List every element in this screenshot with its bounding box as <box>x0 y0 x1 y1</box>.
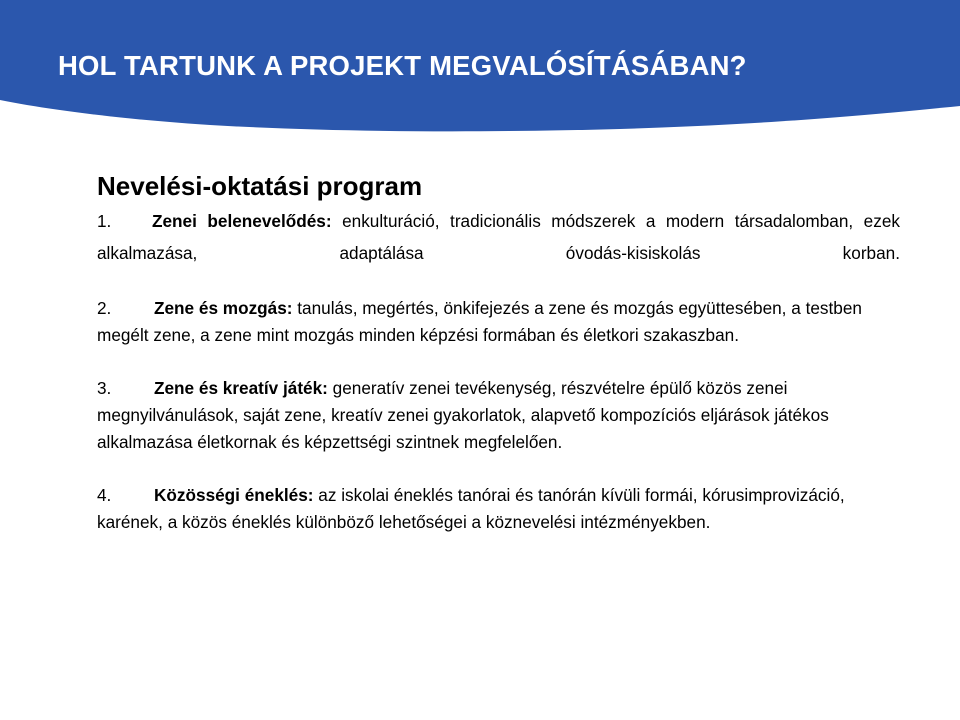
spacer <box>97 456 900 482</box>
slide-title: HOL TARTUNK A PROJEKT MEGVALÓSÍTÁSÁBAN? <box>58 50 747 81</box>
list-item <box>97 482 900 536</box>
list-item-number: 1. <box>97 211 112 231</box>
spacer <box>97 349 900 375</box>
list-item <box>97 295 900 349</box>
slide-content <box>97 168 900 536</box>
list-item <box>97 375 900 456</box>
list-item <box>97 205 900 269</box>
spacer <box>97 269 900 295</box>
list-item-text: generatív zenei tevékenység, részvételre épülő közös zenei megnyilvánulások, saját zene, kreatív zenei gyakorlatok, alapvető kompozíciós eljárások játékos alkalmazása életkornak és képzettségi szintnek megfelelően. <box>97 378 829 452</box>
list-item-number: 2. <box>97 298 112 318</box>
list-item-term: Zene és mozgás: <box>154 298 293 318</box>
list-item-text: enkulturáció, tradicionális módszerek a modern társadalomban, ezek alkalmazása, adaptálása óvodás-kisiskolás korban. <box>97 211 900 263</box>
list-item-term: Közösségi éneklés: <box>154 485 314 505</box>
list-item-term: Zene és kreatív játék: <box>154 378 328 398</box>
header-banner <box>0 0 960 135</box>
list-item-term: Zenei belenevelődés: <box>152 211 332 231</box>
list-item-number: 3. <box>97 378 112 398</box>
list-item-text: az iskolai éneklés tanórai és tanórán kívüli formái, kórusimprovizáció, karének, a közös éneklés különböző lehetőségei a köznevelési intézményekben. <box>97 485 845 532</box>
list-item-text: tanulás, megértés, önkifejezés a zene és mozgás együttesében, a testben megélt zene, a zene mint mozgás minden képzési formában és életkori szakaszban. <box>97 298 862 345</box>
section-heading: Nevelési-oktatási program <box>97 171 423 201</box>
list-item-number: 4. <box>97 485 112 505</box>
